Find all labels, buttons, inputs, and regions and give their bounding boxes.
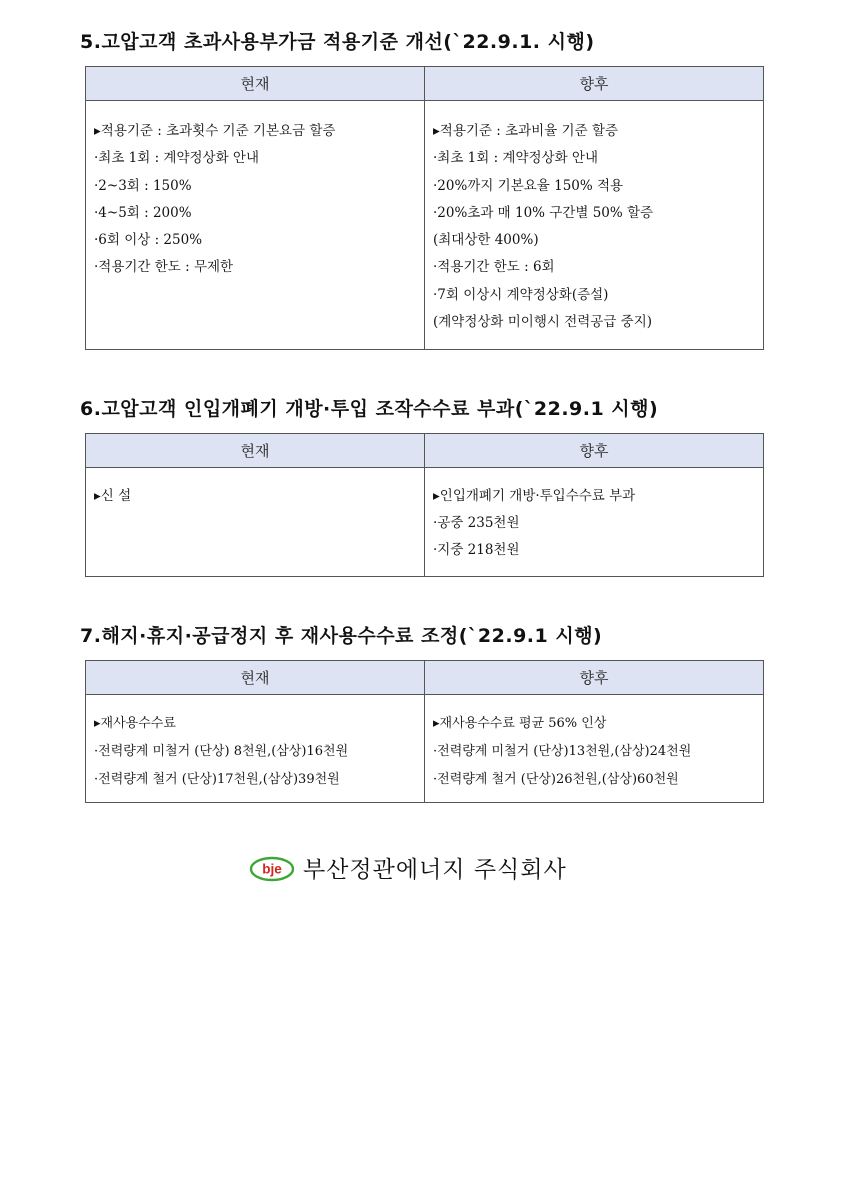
future-list	[433, 118, 755, 336]
header-current: 현재	[86, 434, 425, 468]
header-current: 현재	[86, 67, 425, 101]
list-item: ·2~3회 : 150%	[94, 177, 192, 194]
future-list	[433, 483, 755, 564]
section-5-title: 5.고압고객 초과사용부가금 적용기준 개선(`22.9.1. 시행)	[80, 31, 595, 53]
list-item: ·전력량계 미철거 (단상) 8천원,(삼상)16천원	[94, 744, 349, 759]
list-item: ·4~5회 : 200%	[94, 204, 192, 221]
list-item: ▸재사용수수료	[94, 716, 176, 731]
list-item: ·최초 1회 : 계약정상화 안내	[94, 150, 260, 167]
future-cell	[425, 101, 764, 350]
current-cell	[86, 101, 425, 350]
section-7-table	[85, 660, 764, 803]
list-item: (계약정상화 미이행시 전력공급 중지)	[433, 314, 653, 331]
list-item: ·6회 이상 : 250%	[94, 232, 203, 249]
list-item: ▸신 설	[94, 488, 132, 504]
current-cell	[86, 468, 425, 577]
header-future: 향후	[425, 661, 764, 695]
list-item: ·20%초과 매 10% 구간별 50% 할증	[433, 204, 654, 221]
list-item: ▸적용기준 : 초과비율 기준 할증	[433, 123, 618, 139]
list-item: (최대상한 400%)	[433, 232, 539, 249]
list-item: ·7회 이상시 계약정상화(증설)	[433, 286, 609, 303]
list-item: ·20%까지 기본요율 150% 적용	[433, 177, 624, 194]
current-list	[94, 483, 416, 510]
company-name: 부산정관에너지 주식회사	[303, 857, 567, 883]
list-item: ·전력량계 철거 (단상)26천원,(삼상)60천원	[433, 772, 679, 787]
current-list	[94, 710, 416, 794]
list-item: ▸재사용수수료 평균 56% 인상	[433, 716, 607, 731]
list-item: ·지중 218천원	[433, 542, 520, 558]
logo-text: bje	[262, 861, 282, 877]
section-5-table	[85, 66, 764, 350]
current-list	[94, 118, 416, 282]
section-7-title: 7.해지·휴지·공급정지 후 재사용수수료 조정(`22.9.1 시행)	[80, 625, 603, 647]
future-cell	[425, 695, 764, 803]
bje-logo	[249, 856, 295, 882]
list-item: ·적용기간 한도 : 무제한	[94, 259, 234, 276]
header-future: 향후	[425, 67, 764, 101]
future-list	[433, 710, 755, 794]
current-cell	[86, 695, 425, 803]
section-6-table	[85, 433, 764, 577]
list-item: ·적용기간 한도 : 6회	[433, 259, 555, 276]
list-item: ·전력량계 미철거 (단상)13천원,(삼상)24천원	[433, 744, 692, 759]
future-cell	[425, 468, 764, 577]
list-item: ·최초 1회 : 계약정상화 안내	[433, 150, 599, 167]
list-item: ·전력량계 철거 (단상)17천원,(삼상)39천원	[94, 772, 340, 787]
list-item: ·공중 235천원	[433, 515, 520, 531]
header-future: 향후	[425, 434, 764, 468]
header-current: 현재	[86, 661, 425, 695]
list-item: ▸적용기준 : 초과횟수 기준 기본요금 할증	[94, 123, 336, 139]
list-item: ▸인입개폐기 개방·투입수수료 부과	[433, 488, 636, 504]
section-6-title: 6.고압고객 인입개폐기 개방·투입 조작수수료 부과(`22.9.1 시행)	[80, 398, 659, 420]
